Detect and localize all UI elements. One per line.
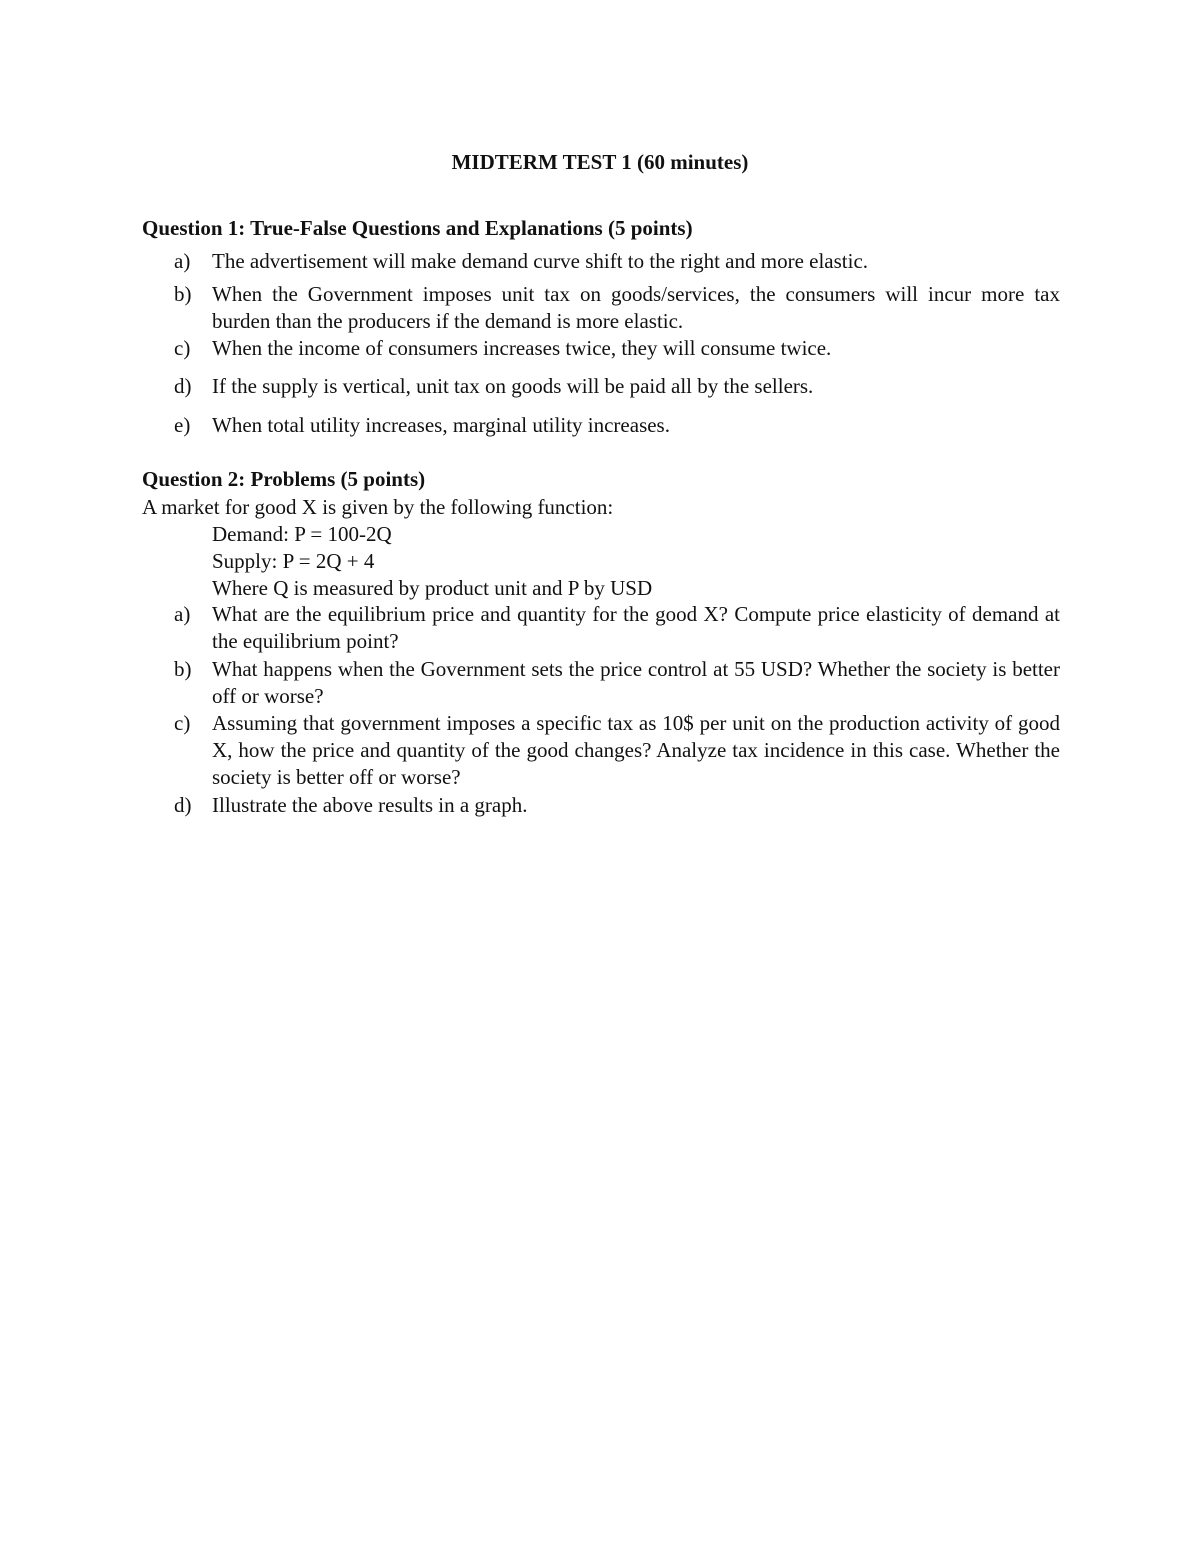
question-1-heading: Question 1: True-False Questions and Explanations (5 points): [142, 216, 693, 240]
item-text: What happens when the Government sets the price control at 55 USD? Whether the society is better off or worse?: [212, 657, 1060, 708]
question-2-intro: A market for good X is given by the following function:: [142, 495, 614, 519]
item-marker: d): [174, 374, 192, 398]
item-marker: c): [174, 336, 191, 360]
item-marker: b): [174, 657, 192, 681]
item-marker: d): [174, 793, 192, 817]
item-text: Assuming that government imposes a specific tax as 10$ per unit on the production activity of good X, how the price and quantity of the good changes? Analyze tax incidence in this case. Whether the society is better off or worse?: [212, 711, 1060, 789]
item-text: What are the equilibrium price and quantity for the good X? Compute price elasticity of demand at the equilibrium point?: [212, 602, 1060, 653]
demand-equation: Demand: P = 100-2Q: [212, 522, 392, 546]
supply-equation: Supply: P = 2Q + 4: [212, 549, 375, 573]
item-text: The advertisement will make demand curve shift to the right and more elastic.: [212, 249, 869, 273]
item-marker: b): [174, 282, 192, 306]
item-marker: c): [174, 711, 191, 735]
item-text: When the income of consumers increases twice, they will consume twice.: [212, 336, 832, 360]
units-note: Where Q is measured by product unit and P by USD: [212, 576, 653, 600]
item-marker: e): [174, 413, 191, 437]
item-text: When the Government imposes unit tax on goods/services, the consumers will incur more tax burden than the producers if the demand is more elastic.: [212, 282, 1060, 333]
item-text: When total utility increases, marginal utility increases.: [212, 413, 670, 437]
item-text: If the supply is vertical, unit tax on goods will be paid all by the sellers.: [212, 374, 814, 398]
item-marker: a): [174, 249, 191, 273]
item-marker: a): [174, 602, 191, 626]
question-2-heading: Question 2: Problems (5 points): [142, 467, 426, 491]
page-title: MIDTERM TEST 1 (60 minutes): [451, 150, 749, 174]
item-text: Illustrate the above results in a graph.: [212, 793, 528, 817]
